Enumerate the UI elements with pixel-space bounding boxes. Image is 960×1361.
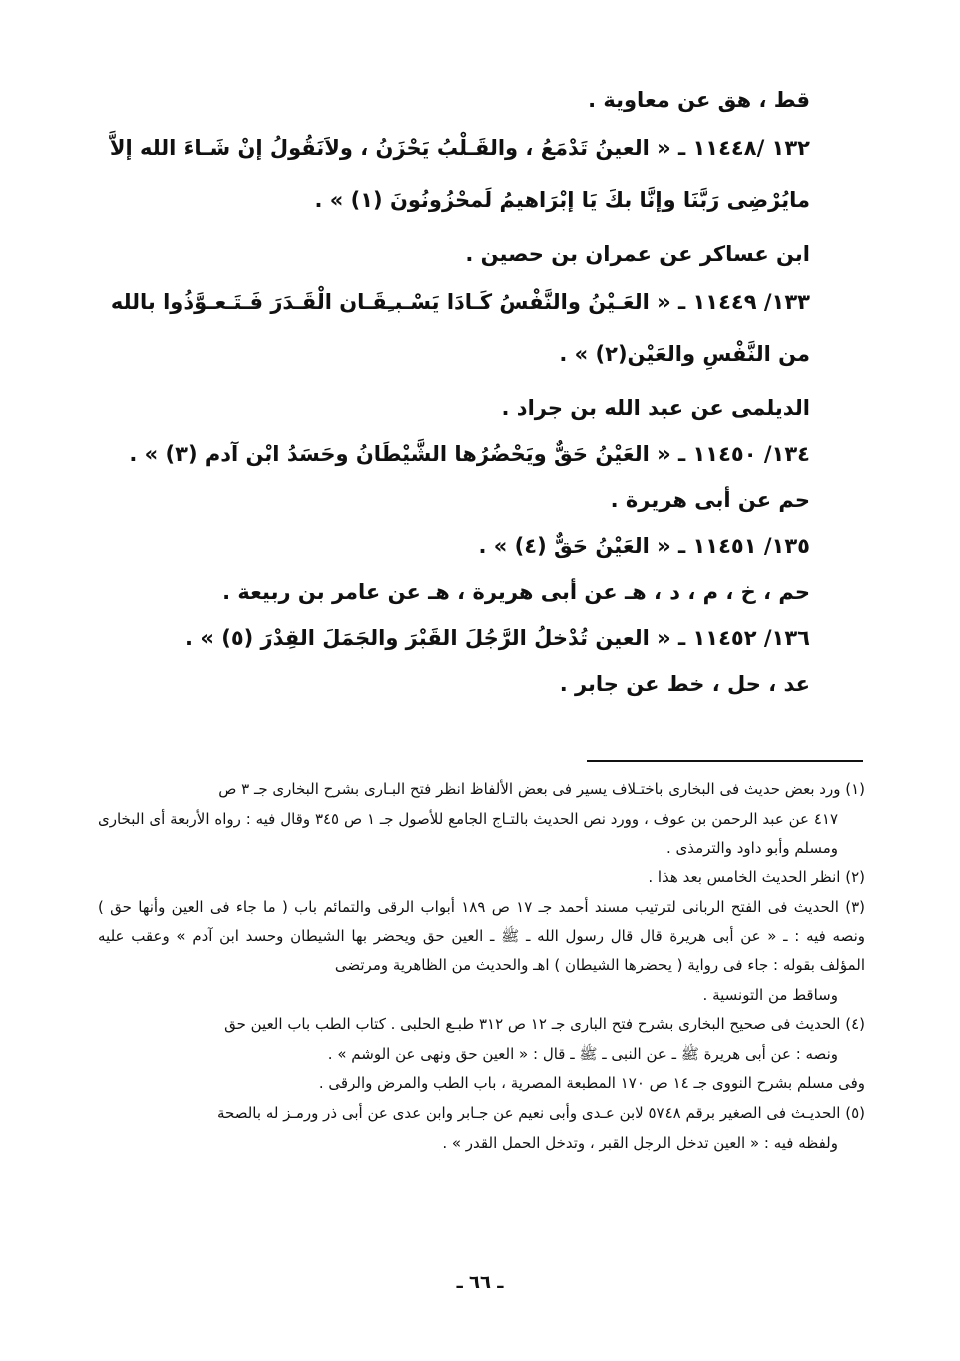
footnote-4: (٤) الحديث فى صحيح البخارى بشرح فتح البارى جـ ١٢ ص ٣١٢ طبـع الحلبى . كتاب الطب باب العين حق: [224, 1015, 865, 1033]
source-line: ابن عساكر عن عمران بن حصين .: [465, 242, 810, 266]
hadith-132: ١٣٢ /١١٤٤٨ ـ « العينُ تَدْمَعُ ، والقَـلْبُ يَحْزَنُ ، ولاَنَقُولُ إنْ شَـاءَ الله إلاَّ مايُرْضِى رَبَّنَا وإنَّا بكَ يَا إبْرَاهيمُ لَمحْزُونُونَ (١) » .: [109, 136, 810, 212]
hadith-136: ١٣٦/ ١١٤٥٢ ـ « العين تُدْخلُ الرَّجُلَ القَبْرَ والجَمَلَ القِدْرَ (٥) » .: [185, 626, 810, 650]
main-text: [95, 82, 810, 712]
hadith-135: ١٣٥/ ١١٤٥١ ـ « العَيْنُ حَقٌّ (٤) » .: [478, 534, 810, 558]
hadith-133: ١٣٣/ ١١٤٤٩ ـ « العَـيْنُ والنَّفْسُ كَـادَا يَسْـبـِقَـان الْقَـدَرَ فَـتَـعـوَّذُوا بالله من النَّفْسِ والعَيْن(٢) » .: [110, 290, 810, 366]
footnotes: [98, 775, 865, 1158]
footnote-1-cont: ٤١٧ عن عبد الرحمن بن عوف ، وورد نص الحديث بالتـاج الجامع للأصول جـ ١ ص ٣٤٥ وقال فيه : رواه الأربعة أى البخارى ومسلم وأبو داود والترمذى .: [98, 810, 838, 857]
source-line: عد ، حل ، خط عن جابر .: [559, 672, 810, 696]
footnote-5-cont: ولفظه فيه : « العين تدخل الرجل القبر ، وتدخل الحمل القدر » .: [442, 1134, 838, 1152]
source-line: حم عن أبى هريرة .: [610, 488, 810, 512]
footnote-1: (١) ورد بعض حديث فى البخارى باختـلاف يسير فى بعض الألفاظ انظر فتح البـارى بشرح البخارى جـ ٣ ص: [218, 780, 865, 798]
page-number: ـ ٦٦ ـ: [456, 1272, 504, 1293]
footnote-3: (٣) الحديث فى الفتح الربانى لترتيب مسند أحمد جـ ١٧ ص ١٨٩ أبواب الرقى والتمائم باب ( ما جاء فى العين وأنها حق ) ونصه فيه : ـ « عن أبى هريرة قال قال رسول الله ـ ﷺ ـ العين حق ويحضر بها الشيطان وحسد ابن آدم » وعقب عليه المؤلف بقوله : جاء فى رواية ( يحضرها الشيطان ) اهـ والحديث من الظاهرية ومرتضى: [98, 898, 865, 974]
footnote-5: (٥) الحديـث فى الصغير برقم ٥٧٤٨ لابن عـدى وأبى نعيم عن جـابر وابن عدى عن أبى ذر ورمـز له بالصحة: [217, 1104, 865, 1122]
footnote-4-extra: وفى مسلم بشرح النووى جـ ١٤ ص ١٧٠ المطبعة المصرية ، باب الطب والمرض والرقى .: [318, 1074, 865, 1092]
footnote-3-cont: وساقط من التونسية .: [702, 986, 838, 1004]
footnote-4-cont: ونصه : عن أبى هريرة ﷺ ـ عن النبى ـ ﷺ ـ قال : « العين حق ونهى عن الوشم » .: [327, 1045, 838, 1063]
hadith-134: ١٣٤/ ١١٤٥٠ ـ « العَيْنُ حَقٌّ ويَحْضُرُها الشَّيْطَانُ وحَسَدُ ابْن آدم (٣) » .: [129, 442, 810, 466]
footnote-2: (٢) انظر الحديث الخامس بعد هذا .: [648, 868, 865, 886]
source-line: حم ، خ ، م ، د ، هـ عن أبى هريرة ، هـ عن عامر بن ربيعة .: [222, 580, 810, 604]
source-line: الديلمى عن عبد الله بن جراد .: [501, 396, 810, 420]
source-line: قط ، هق عن معاوية .: [588, 88, 810, 112]
footnote-divider: [587, 760, 863, 762]
